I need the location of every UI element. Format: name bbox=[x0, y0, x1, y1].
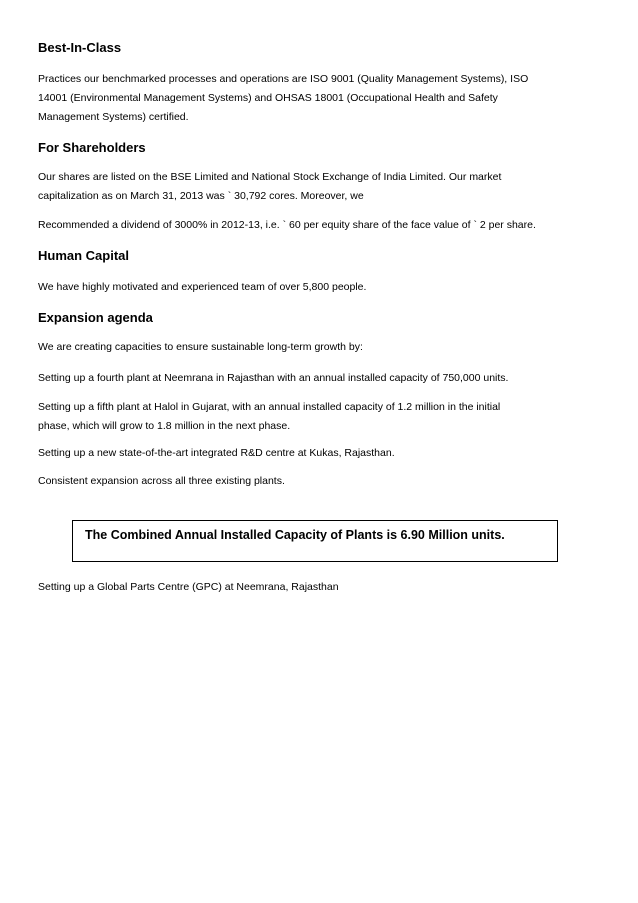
paragraph-shareholders bbox=[38, 168, 598, 206]
paragraph-human-capital: We have highly motivated and experienced team of over 5,800 people. bbox=[38, 281, 367, 293]
paragraph-expansion-intro: We are creating capacities to ensure sustainable long-term growth by: bbox=[38, 341, 363, 353]
text-line: Setting up a fifth plant at Halol in Gujarat, with an annual installed capacity of 1.2 million in the initial bbox=[38, 401, 501, 413]
paragraph-rd-centre: Setting up a new state-of-the-art integrated R&D centre at Kukas, Rajasthan. bbox=[38, 447, 395, 459]
heading-for-shareholders: For Shareholders bbox=[38, 140, 146, 155]
capacity-highlight-box bbox=[72, 520, 558, 562]
heading-human-capital: Human Capital bbox=[38, 248, 130, 263]
paragraph-dividend: Recommended a dividend of 3000% in 2012-13, i.e. ` 60 per equity share of the face value of ` 2 per share. bbox=[38, 219, 536, 231]
paragraph-fourth-plant: Setting up a fourth plant at Neemrana in Rajasthan with an annual installed capacity of 750,000 units. bbox=[38, 372, 509, 384]
paragraph-existing-plants: Consistent expansion across all three existing plants. bbox=[38, 475, 285, 487]
paragraph-best-in-class bbox=[38, 70, 598, 127]
text-line: capitalization as on March 31, 2013 was ` 30,792 cores. Moreover, we bbox=[38, 190, 364, 202]
text-line: phase, which will grow to 1.8 million in the next phase. bbox=[38, 420, 291, 432]
capacity-highlight-text: The Combined Annual Installed Capacity of Plants is 6.90 Million units. bbox=[85, 528, 505, 542]
text-line: Practices our benchmarked processes and operations are ISO 9001 (Quality Management Systems), ISO bbox=[38, 73, 529, 85]
text-line: Our shares are listed on the BSE Limited and National Stock Exchange of India Limited. Our market bbox=[38, 171, 502, 183]
paragraph-global-parts-centre: Setting up a Global Parts Centre (GPC) at Neemrana, Rajasthan bbox=[38, 581, 339, 593]
heading-best-in-class: Best-In-Class bbox=[38, 40, 122, 55]
heading-expansion-agenda: Expansion agenda bbox=[38, 310, 153, 325]
paragraph-fifth-plant bbox=[38, 398, 598, 436]
text-line: Management Systems) certified. bbox=[38, 111, 189, 123]
text-line: 14001 (Environmental Management Systems) and OHSAS 18001 (Occupational Health and Safety bbox=[38, 92, 498, 104]
